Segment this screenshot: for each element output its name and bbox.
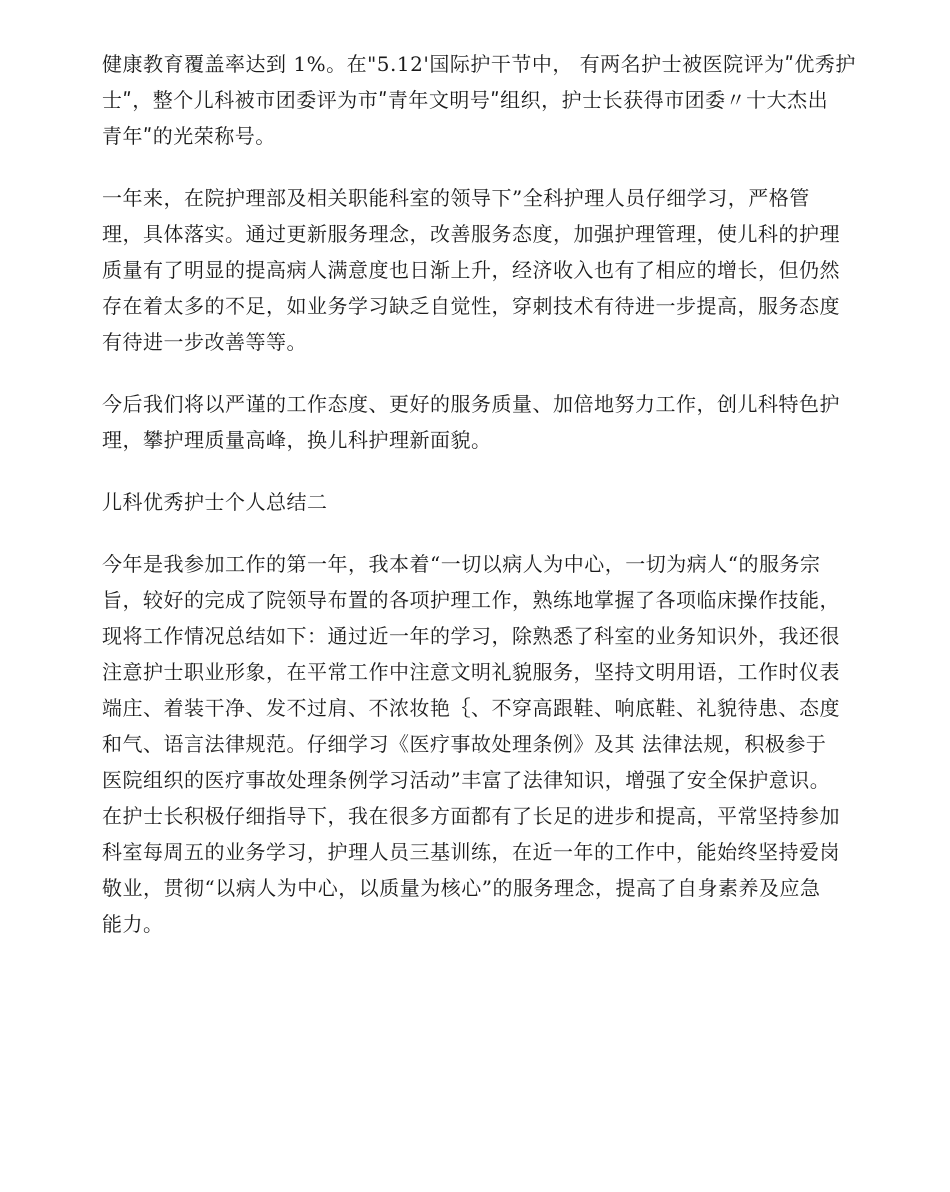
text-line: 今后我们将以严谨的工作态度、更好的服务质量、加倍地努力工作，创儿科特色护 xyxy=(102,392,840,416)
paragraph xyxy=(102,386,862,458)
paragraph xyxy=(102,180,862,360)
text-line: 士ʺ，整个儿科被市团委评为市ʺ青年文明号ʺ组织，护士长获得市团委〃十大杰出 xyxy=(102,88,829,112)
text-line: 现将工作情况总结如下：通过近一年的学习，除熟悉了科室的业务知识外，我还很 xyxy=(102,624,840,648)
text-line: 青年ʺ的光荣称号。 xyxy=(102,124,276,148)
text-line: 健康教育覆盖率达到 1%。在"5.12'国际护干节中， 有两名护士被医院评为ʺ优秀护 xyxy=(102,52,856,76)
text-line: 存在着太多的不足，如业务学习缺乏自觉性，穿刺技术有待进一步提高，服务态度 xyxy=(102,294,840,318)
text-line: 注意护士职业形象，在平常工作中注意文明礼貌服务，坚持文明用语，工作时仪表 xyxy=(102,660,840,684)
text-line: 理，攀护理质量高峰，换儿科护理新面貌。 xyxy=(102,428,492,452)
paragraph xyxy=(102,46,862,154)
text-line: 理，具体落实。通过更新服务理念，改善服务态度，加强护理管理，使儿科的护理 xyxy=(102,222,840,246)
text-line: 有待进一步改善等等。 xyxy=(102,330,307,354)
document-body xyxy=(102,46,862,942)
text-line: 端庄、着装干净、发不过肩、不浓妆艳｛、不穿高跟鞋、响底鞋、礼貌待患、态度 xyxy=(102,696,840,720)
text-line: 科室每周五的业务学习，护理人员三基训练，在近一年的工作中，能始终坚持爱岗 xyxy=(102,840,840,864)
section-heading xyxy=(102,484,862,520)
text-line: 质量有了明显的提高病人满意度也日渐上升，经济收入也有了相应的增长，但仍然 xyxy=(102,258,840,282)
paragraph xyxy=(102,546,862,942)
text-line: 一年来，在院护理部及相关职能科室的领导下”全科护理人员仔细学习，严格管 xyxy=(102,186,810,210)
text-line: 敬业，贯彻“以病人为中心，以质量为核心”的服务理念，提高了自身素养及应急 xyxy=(102,876,821,900)
text-line: 在护士长积极仔细指导下，我在很多方面都有了长足的进步和提高，平常坚持参加 xyxy=(102,804,840,828)
heading-text: 儿科优秀护士个人总结二 xyxy=(102,490,328,514)
text-line: 能力。 xyxy=(102,912,164,936)
text-line: 旨，较好的完成了院领导布置的各项护理工作，熟练地掌握了各项临床操作技能， xyxy=(102,588,840,612)
text-line: 和气、语言法律规范。仔细学习《医疗事故处理条例》及其 法律法规，积极参于 xyxy=(102,732,827,756)
text-line: 今年是我参加工作的第一年，我本着“一切以病人为中心，一切为病人“的服务宗 xyxy=(102,552,821,576)
text-line: 医院组织的医疗事故处理条例学习活动”丰富了法律知识，增强了安全保护意识。 xyxy=(102,768,831,792)
